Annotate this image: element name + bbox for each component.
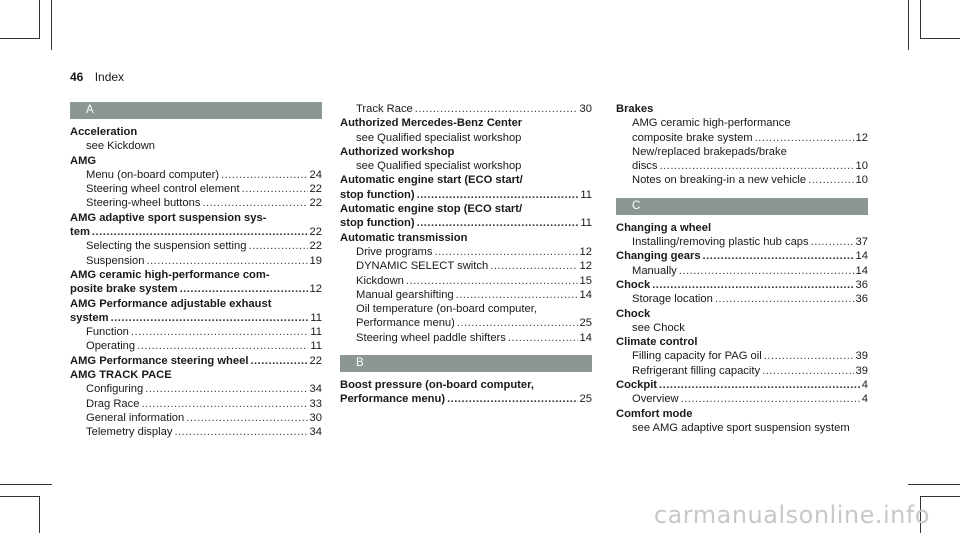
entry-text: Drive programs — [356, 245, 433, 258]
leader-dots — [703, 249, 854, 263]
entry-text: Operating — [86, 340, 136, 353]
leader-dots — [762, 364, 853, 378]
leader-dots — [174, 425, 307, 439]
leader-dots — [652, 278, 853, 292]
page-reference: 34 — [309, 383, 322, 396]
page-header — [70, 70, 124, 84]
entry-text: stop function) — [340, 217, 415, 230]
entry-text: Steering wheel control element — [86, 183, 240, 196]
index-subentry: Oil temperature (on-board computer, — [356, 303, 537, 316]
index-term: AMG — [70, 154, 97, 167]
entry-text: Manual gearshifting — [356, 288, 454, 301]
index-subentry-row — [616, 392, 868, 406]
page-reference: 22 — [309, 354, 322, 367]
index-term: Acceleration — [70, 126, 138, 138]
page-reference: 36 — [855, 278, 868, 291]
leader-dots — [92, 225, 308, 239]
entry-text: Function — [86, 326, 129, 339]
leader-dots — [137, 339, 308, 353]
entry-text: Refrigerant filling capacity — [632, 364, 761, 377]
index-subentry-row — [340, 274, 592, 288]
crop-mark — [0, 484, 52, 485]
leader-dots — [490, 259, 577, 273]
leader-dots — [456, 288, 578, 302]
leader-dots — [659, 378, 860, 392]
leader-dots — [764, 349, 854, 363]
page-reference: 25 — [579, 393, 592, 406]
page-reference: 24 — [309, 168, 322, 181]
leader-dots — [248, 239, 307, 253]
page-reference: 12 — [579, 260, 592, 273]
crop-mark — [920, 496, 960, 497]
index-term: Chock — [616, 307, 651, 320]
index-subentry-row — [70, 425, 322, 439]
entry-text: stop function) — [340, 188, 415, 201]
index-term: AMG adaptive sport suspension sys- — [70, 211, 267, 224]
index-term-row — [70, 282, 322, 296]
entry-text: Telemetry display — [86, 426, 173, 439]
page-reference: 14 — [579, 288, 592, 301]
index-term: Boost pressure (on-board computer, — [340, 379, 534, 392]
index-term-row — [70, 225, 322, 239]
page-reference: 4 — [861, 379, 868, 392]
index-subentry-row — [70, 382, 322, 396]
index-subentry: see Kickdown — [86, 140, 156, 153]
entry-text: Overview — [632, 393, 679, 406]
index-column-2 — [340, 102, 592, 407]
leader-dots — [131, 325, 308, 339]
index-term: Automatic transmission — [340, 231, 468, 244]
leader-dots — [508, 331, 578, 345]
index-subentry: New/replaced brakepads/brake — [632, 145, 787, 158]
index-subentry-row — [70, 254, 322, 268]
leader-dots — [406, 274, 578, 288]
index-term-row — [70, 354, 322, 368]
entry-text: Notes on breaking-in a new vehicle — [632, 174, 807, 187]
index-term-row — [340, 188, 592, 202]
entry-text: Performance menu) — [340, 393, 446, 406]
index-term: Automatic engine stop (ECO start/ — [340, 203, 523, 216]
index-subentry-row — [616, 131, 868, 145]
crop-mark — [39, 0, 40, 39]
page-reference: 30 — [579, 103, 592, 115]
entry-text: Menu (on-board computer) — [86, 168, 220, 181]
crop-mark — [39, 496, 40, 533]
index-subentry-row — [616, 264, 868, 278]
header-section: Index — [94, 70, 125, 84]
leader-dots — [415, 102, 578, 116]
leader-dots — [417, 188, 579, 202]
page-reference: 39 — [855, 364, 868, 377]
index-subentry: see Chock — [632, 321, 685, 334]
index-term: AMG TRACK PACE — [70, 369, 172, 382]
entry-text: system — [70, 311, 109, 324]
page-reference: 19 — [309, 254, 322, 267]
entry-text: Performance menu) — [356, 317, 455, 330]
index-subentry-row — [340, 316, 592, 330]
entry-text: Installing/removing plastic hub caps — [632, 236, 809, 249]
index-subentry-row — [340, 288, 592, 302]
index-subentry-row — [340, 331, 592, 345]
page-reference: 12 — [855, 131, 868, 144]
crop-mark — [920, 38, 960, 39]
section-letter: B — [340, 355, 592, 372]
page-reference: 22 — [309, 226, 322, 239]
leader-dots — [141, 397, 307, 411]
page-reference: 22 — [309, 183, 322, 196]
page-reference: 15 — [579, 274, 592, 287]
index-subentry-row — [616, 235, 868, 249]
page-reference: 11 — [310, 311, 322, 324]
page-reference: 11 — [310, 340, 322, 353]
section-letter: C — [616, 198, 868, 215]
leader-dots — [808, 173, 853, 187]
index-subentry-row — [616, 364, 868, 378]
entry-text: Drag Race — [86, 397, 140, 410]
crop-mark — [908, 484, 960, 485]
entry-text: General information — [86, 411, 185, 424]
index-subentry-row — [70, 325, 322, 339]
leader-dots — [660, 159, 854, 173]
index-column-3 — [616, 102, 868, 435]
leader-dots — [811, 235, 854, 249]
entry-text: Kickdown — [356, 274, 404, 287]
leader-dots — [145, 382, 307, 396]
crop-mark — [51, 0, 52, 50]
page-reference: 14 — [855, 264, 868, 277]
entry-text: Steering-wheel buttons — [86, 197, 201, 210]
index-term: Authorized workshop — [340, 145, 455, 158]
index-subentry-row — [616, 159, 868, 173]
index-subentry: AMG ceramic high-performance — [632, 117, 791, 130]
page-reference: 11 — [580, 217, 592, 230]
page-reference: 11 — [310, 326, 322, 339]
index-term: Comfort mode — [616, 407, 693, 420]
page-reference: 22 — [309, 197, 322, 210]
index-term-row — [616, 249, 868, 263]
leader-dots — [457, 316, 578, 330]
leader-dots — [417, 216, 579, 230]
entry-text: Storage location — [632, 293, 713, 306]
leader-dots — [755, 131, 854, 145]
leader-dots — [715, 292, 854, 306]
leader-dots — [242, 182, 308, 196]
entry-text: Track Race — [356, 103, 413, 115]
entry-text: posite brake system — [70, 283, 178, 296]
index-subentry: see Qualified specialist workshop — [356, 131, 522, 144]
index-subentry-row — [340, 102, 592, 116]
index-subentry: see AMG adaptive sport suspension system — [632, 421, 850, 434]
entry-text: Selecting the suspension setting — [86, 240, 247, 253]
index-subentry-row — [616, 173, 868, 187]
watermark: carmanualsonline.info — [653, 501, 930, 529]
leader-dots — [679, 264, 854, 278]
index-subentry-row — [70, 196, 322, 210]
index-term-row — [340, 216, 592, 230]
index-subentry-row — [70, 397, 322, 411]
index-subentry-row — [70, 411, 322, 425]
page-reference: 33 — [309, 397, 322, 410]
page-reference: 12 — [579, 245, 592, 258]
leader-dots — [186, 411, 307, 425]
index-column-1 — [70, 102, 322, 440]
leader-dots — [221, 168, 307, 182]
index-subentry-row — [70, 168, 322, 182]
leader-dots — [202, 196, 307, 210]
index-term-row — [70, 311, 322, 325]
index-subentry-row — [70, 339, 322, 353]
entry-text: Filling capacity for PAG oil — [632, 350, 762, 363]
entry-text: Steering wheel paddle shifters — [356, 331, 506, 344]
leader-dots — [434, 245, 577, 259]
index-subentry-row — [70, 182, 322, 196]
page-reference: 34 — [309, 426, 322, 439]
page-reference: 10 — [855, 174, 868, 187]
crop-mark — [908, 0, 909, 50]
index-term: Climate control — [616, 336, 698, 349]
index-subentry: see Qualified specialist workshop — [356, 160, 522, 173]
leader-dots — [146, 254, 307, 268]
entry-text: AMG Performance steering wheel — [70, 354, 249, 367]
page-reference: 22 — [309, 240, 322, 253]
leader-dots — [111, 311, 309, 325]
page-reference: 12 — [309, 283, 322, 296]
crop-mark — [0, 38, 40, 39]
index-subentry-row — [70, 239, 322, 253]
index-term: Authorized Mercedes-Benz Center — [340, 117, 523, 130]
index-subentry-row — [616, 292, 868, 306]
page-reference: 37 — [855, 236, 868, 249]
index-subentry-row — [616, 349, 868, 363]
entry-text: Chock — [616, 278, 651, 291]
entry-text: composite brake system — [632, 131, 753, 144]
page-reference: 14 — [579, 331, 592, 344]
entry-text: Suspension — [86, 254, 145, 267]
page-number: 46 — [70, 70, 84, 84]
entry-text: discs — [632, 160, 658, 173]
page-reference: 4 — [861, 393, 868, 406]
page-reference: 39 — [855, 350, 868, 363]
page-reference: 10 — [855, 160, 868, 173]
leader-dots — [681, 392, 860, 406]
index-term-row — [616, 278, 868, 292]
index-term: AMG Performance adjustable exhaust — [70, 297, 272, 310]
page-reference: 25 — [579, 317, 592, 330]
entry-text: tem — [70, 226, 90, 239]
leader-dots — [250, 354, 307, 368]
entry-text: Configuring — [86, 383, 144, 396]
index-term-row — [616, 378, 868, 392]
leader-dots — [180, 282, 308, 296]
crop-mark — [0, 496, 40, 497]
index-subentry-row — [340, 259, 592, 273]
page-reference: 36 — [855, 293, 868, 306]
index-term: AMG ceramic high-performance com- — [70, 268, 270, 281]
index-term-row — [340, 392, 592, 406]
index-term: Changing a wheel — [616, 221, 712, 234]
index-term: Brakes — [616, 103, 654, 115]
page-reference: 11 — [580, 188, 592, 201]
page-reference: 14 — [855, 250, 868, 263]
entry-text: Cockpit — [616, 379, 658, 392]
index-subentry-row — [340, 245, 592, 259]
entry-text: DYNAMIC SELECT switch — [356, 260, 489, 273]
section-letter: A — [70, 102, 322, 119]
entry-text: Changing gears — [616, 250, 701, 263]
index-term: Automatic engine start (ECO start/ — [340, 174, 523, 187]
crop-mark — [920, 0, 921, 39]
leader-dots — [447, 392, 577, 406]
page-reference: 30 — [309, 411, 322, 424]
entry-text: Manually — [632, 264, 677, 277]
